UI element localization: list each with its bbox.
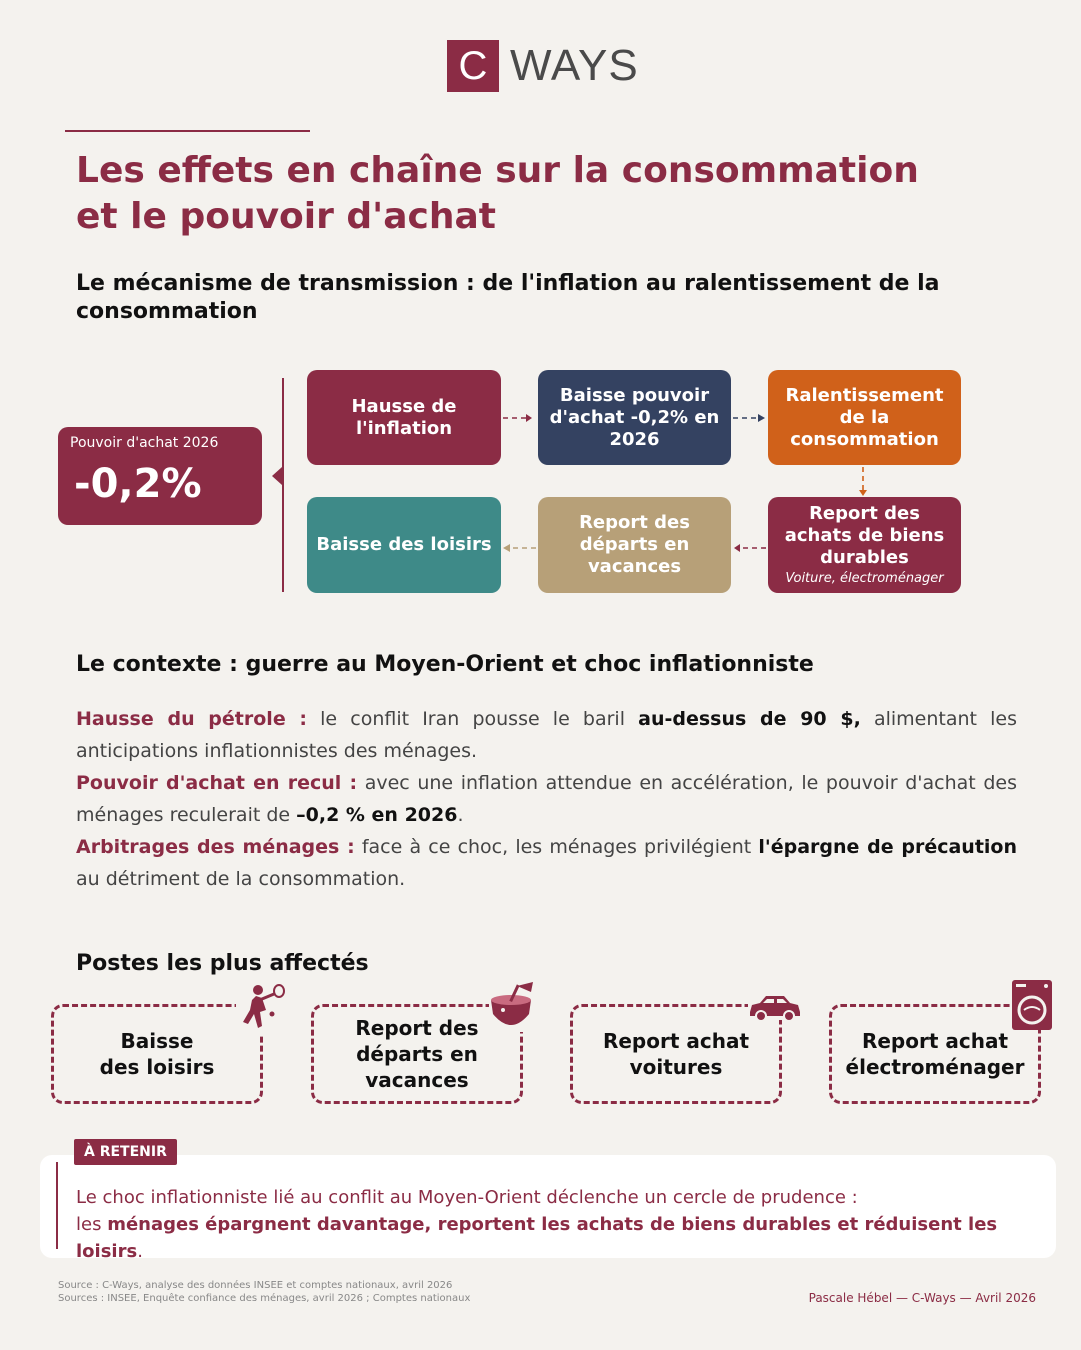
- source-line-2: Sources : INSEE, Enquête confiance des ménages, avril 2026 ; Comptes nationaux: [58, 1293, 471, 1304]
- affected-card-cars: Report achat voitures: [570, 1004, 782, 1104]
- car-icon: [746, 990, 804, 1024]
- source-line-1: Source : C-Ways, analyse des données INSEE et comptes nationaux, avril 2026: [58, 1280, 453, 1291]
- washing-machine-icon: [1010, 980, 1054, 1030]
- takeaway-line-1: Le choc inflationniste lié au conflit au Moyen-Orient déclenche un cercle de prudence :: [76, 1187, 858, 1208]
- tennis-player-icon: [232, 980, 292, 1038]
- context-paragraph-purchasing: Pouvoir d'achat en recul : avec une inflation attendue en accélération, le pouvoir d'achat des ménages reculerait de –0,2 % en 2026.: [76, 772, 1017, 826]
- kpi-label: Pouvoir d'achat 2026: [70, 435, 219, 451]
- context-heading: Le contexte : guerre au Moyen-Orient et choc inflationniste: [76, 652, 814, 677]
- flow-step-label: Ralentissement de la consommation: [785, 384, 944, 450]
- takeaway-text: [76, 1184, 1046, 1265]
- takeaway-accent-bar: [56, 1162, 58, 1249]
- flow-step-label: Baisse pouvoir d'achat -0,2% en 2026: [549, 384, 720, 450]
- arrowhead: [526, 414, 532, 422]
- source-notes: [58, 1279, 470, 1305]
- flow-arrows: [0, 0, 1081, 620]
- flow-step-sublabel: Voiture, électroménager: [785, 571, 944, 586]
- affected-card-appliances: Report achat électroménager: [829, 1004, 1041, 1104]
- affected-card-leisure: Baisse des loisirs: [51, 1004, 263, 1104]
- takeaway-line-2: les ménages épargnent davantage, reportent les achats de biens durables et réduisent les loisirs.: [76, 1214, 998, 1262]
- context-paragraph-arbitrage: Arbitrages des ménages : face à ce choc, les ménages privilégient l'épargne de précaution au détriment de la consommation.: [76, 836, 1017, 890]
- title-line-1: Les effets en chaîne sur la consommation: [76, 150, 919, 191]
- logo-mark: C: [447, 40, 499, 92]
- flow-step-label: Baisse des loisirs: [316, 534, 492, 555]
- context-paragraph-oil: Hausse du pétrole : le conflit Iran pousse le baril au-dessus de 90 $, alimentant les anticipations inflationnistes des ménages.: [76, 708, 1017, 762]
- takeaway-tag: À RETENIR: [74, 1139, 177, 1165]
- author-credit: Pascale Hébel — C-Ways — Avril 2026: [808, 1291, 1036, 1305]
- arrowhead: [734, 544, 740, 552]
- coconut-drink-icon: [485, 980, 541, 1036]
- flow-step-label: Report des achats de biens durables: [784, 503, 945, 568]
- logo-wordmark: WAYS: [510, 41, 639, 90]
- arrowhead: [503, 544, 510, 552]
- affected-card-vacations: Report des départs en vacances: [311, 1004, 523, 1104]
- flow-step-label: Hausse de l'inflation: [351, 395, 457, 439]
- mechanism-heading: Le mécanisme de transmission : de l'inflation au ralentissement de la consommation: [76, 271, 940, 324]
- affected-heading: Postes les plus affectés: [76, 951, 369, 976]
- title-line-2: et le pouvoir d'achat: [76, 196, 496, 237]
- context-text: [76, 703, 1017, 895]
- kpi-value: -0,2%: [74, 461, 202, 507]
- flow-step-label: Report des départs en vacances: [579, 512, 690, 577]
- arrowhead: [859, 490, 867, 496]
- arrowhead: [758, 414, 765, 422]
